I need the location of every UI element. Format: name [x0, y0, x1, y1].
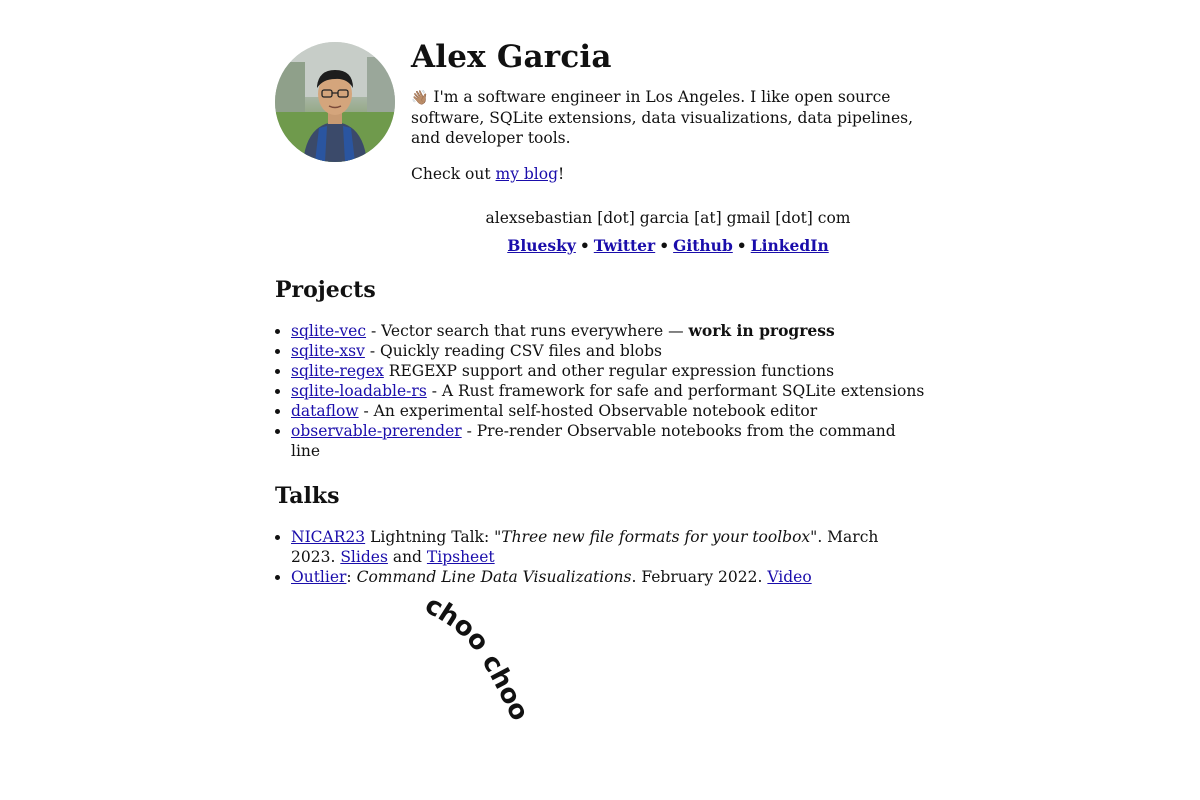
blog-link[interactable]: my blog: [495, 165, 559, 183]
list-item: [291, 361, 925, 381]
list-item: [291, 527, 925, 567]
list-item: [291, 567, 925, 587]
github-link[interactable]: Github: [673, 236, 733, 255]
video-link[interactable]: Video: [767, 568, 812, 586]
avatar: [275, 42, 395, 162]
talk-event-link-nicar23[interactable]: NICAR23: [291, 528, 366, 546]
bio-text: I'm a software engineer in Los Angeles. I like open source software, SQLite extensions, data visualizations, data pipelines, and developer tools.: [411, 88, 914, 147]
wave-icon: 👋🏽: [411, 90, 429, 106]
project-desc: REGEXP support and other regular expression functions: [383, 362, 835, 380]
project-desc: - Quickly reading CSV files and blobs: [364, 342, 662, 360]
page-content: [275, 0, 925, 726]
projects-list: [275, 321, 925, 461]
talks-heading: Talks: [275, 483, 340, 509]
avatar-photo: [275, 42, 395, 162]
twitter-link[interactable]: Twitter: [593, 236, 656, 255]
tipsheet-link[interactable]: Tipsheet: [426, 548, 495, 566]
project-link-observable-prerender[interactable]: observable-prerender: [291, 422, 462, 440]
separator: •: [659, 236, 670, 255]
list-item: [291, 381, 925, 401]
project-link-sqlite-loadable-rs[interactable]: sqlite-loadable-rs: [291, 382, 427, 400]
blog-prefix: Check out: [411, 165, 496, 183]
talk-title: "Three new file formats for your toolbox": [494, 528, 818, 546]
page-title: Alex Garcia: [411, 39, 612, 75]
project-link-sqlite-regex[interactable]: sqlite-regex: [291, 362, 384, 380]
choo-textpath: choo choo: [419, 590, 535, 726]
project-link-dataflow[interactable]: dataflow: [291, 402, 359, 420]
talk-event-link-outlier[interactable]: Outlier: [291, 568, 347, 586]
talks-list: [275, 527, 925, 587]
bio: [411, 87, 925, 148]
project-link-sqlite-vec[interactable]: sqlite-vec: [291, 322, 367, 340]
talk-colon: :: [346, 568, 357, 586]
email-address: alexsebastian [dot] garcia [at] gmail [dot] com: [485, 209, 851, 227]
slides-link[interactable]: Slides: [340, 548, 388, 566]
bluesky-link[interactable]: Bluesky: [507, 236, 576, 255]
blog-suffix: !: [558, 165, 565, 183]
intro: [411, 39, 925, 184]
list-item: [291, 421, 925, 461]
project-desc: - An experimental self-hosted Observable notebook editor: [358, 402, 818, 420]
project-desc: - A Rust framework for safe and performant SQLite extensions: [426, 382, 925, 400]
talk-and: and: [387, 548, 427, 566]
separator: •: [579, 236, 590, 255]
blog-line: [411, 164, 925, 184]
choo-choo-decoration: [415, 590, 565, 750]
choo-text: [420, 590, 535, 726]
separator: •: [736, 236, 747, 255]
project-desc: - Vector search that runs everywhere —: [366, 322, 689, 340]
project-status: work in progress: [688, 321, 835, 340]
talk-date: . March 2023.: [291, 528, 879, 566]
list-item: [291, 321, 925, 341]
project-link-sqlite-xsv[interactable]: sqlite-xsv: [291, 342, 365, 360]
talk-kind: Lightning Talk:: [365, 528, 495, 546]
list-item: [291, 341, 925, 361]
list-item: [291, 401, 925, 421]
social-links: [411, 236, 925, 255]
talk-date: . February 2022.: [631, 568, 768, 586]
projects-heading: Projects: [275, 277, 376, 303]
profile-header: [275, 39, 925, 184]
project-desc: - Pre-render Observable notebooks from the command line: [291, 422, 896, 460]
talk-title: Command Line Data Visualizations: [356, 568, 632, 586]
linkedin-link[interactable]: LinkedIn: [750, 236, 829, 255]
